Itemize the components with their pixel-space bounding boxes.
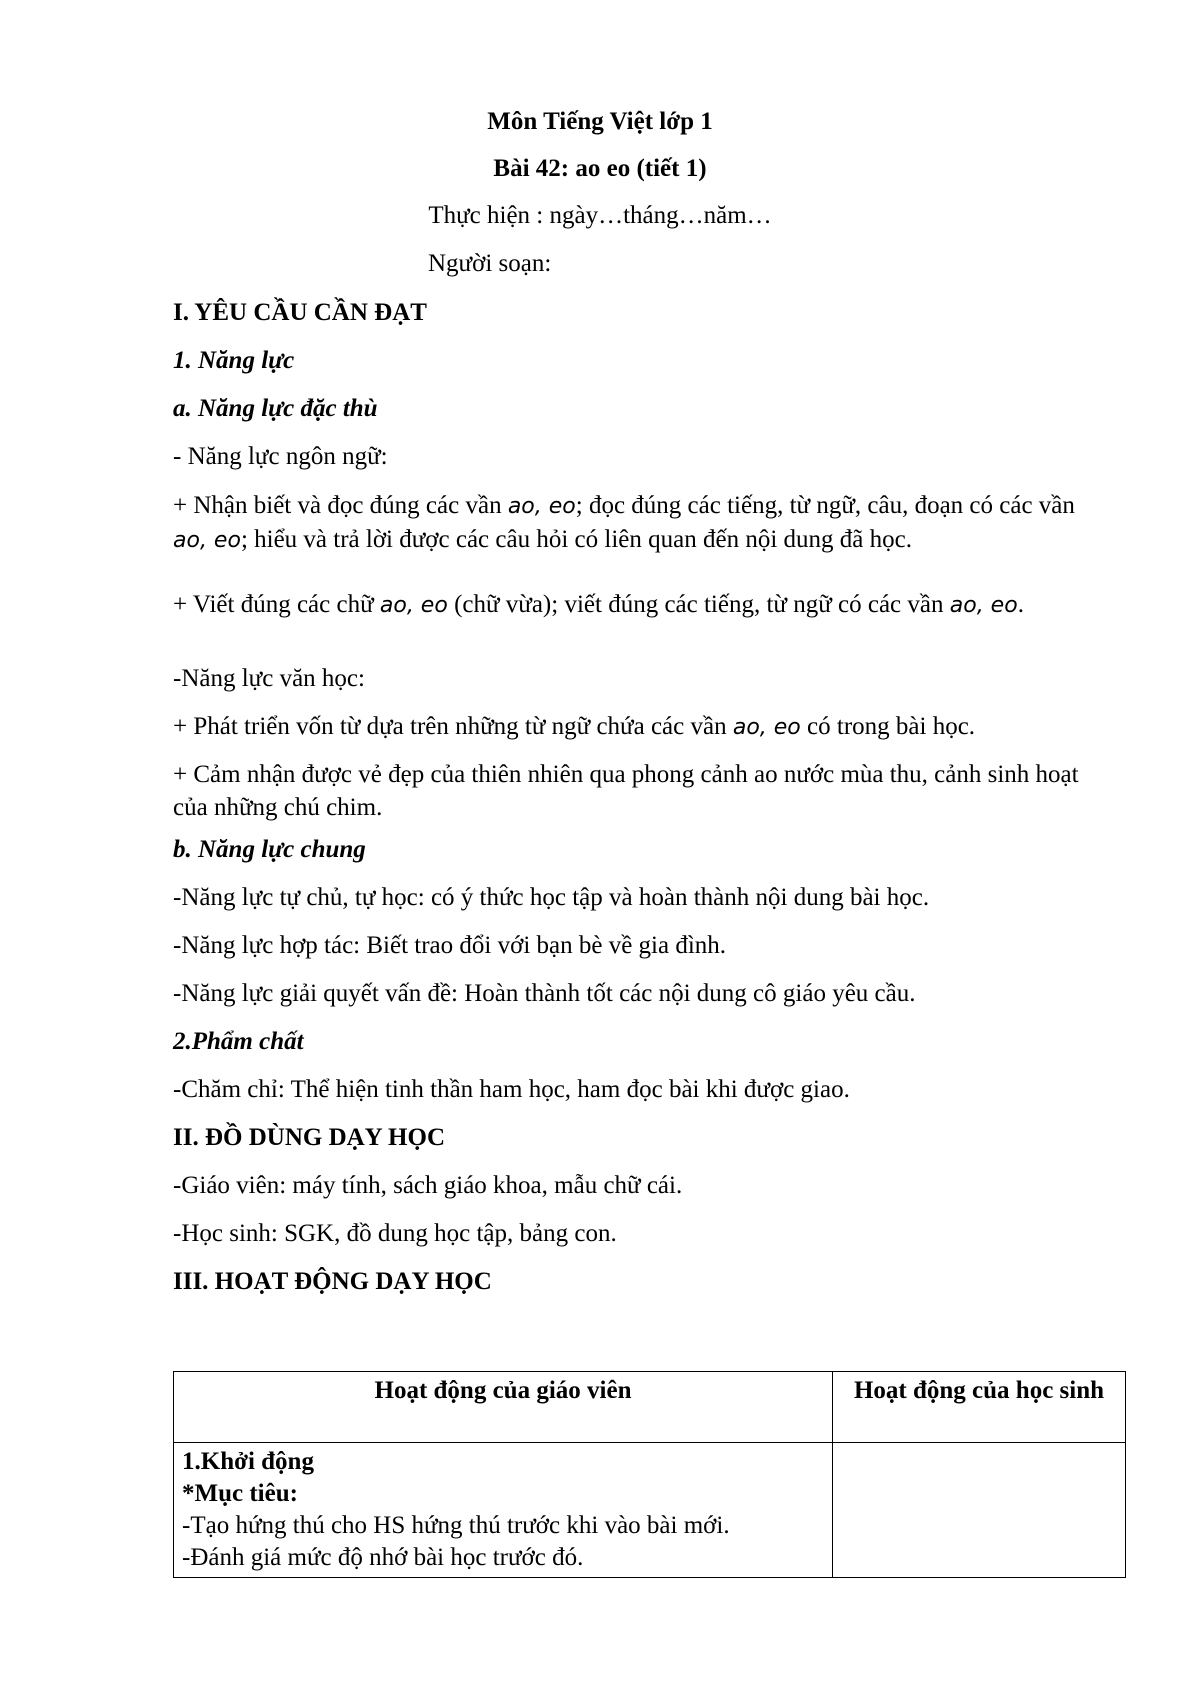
subheading-specific-competence: a. Năng lực đặc thù (173, 395, 378, 422)
section3-heading: III. HOẠT ĐỘNG DẠY HỌC (173, 1268, 492, 1295)
general-competence-2: -Năng lực hợp tác: Biết trao đổi với bạn bè về gia đình. (173, 932, 727, 959)
language-competence-item-1: + Nhận biết và đọc đúng các vần ao, eo; đọc đúng các tiếng, từ ngữ, câu, đoạn có các vần ao, eo; hiểu và trả lời được các câu hỏi có liên quan đến nội dung đã học. (173, 492, 1075, 553)
subheading-qualities: 2.Phẩm chất (173, 1028, 304, 1055)
author-line: Người soạn: (428, 250, 552, 277)
date-line: Thực hiện : ngày…tháng…năm… (428, 202, 772, 229)
general-competence-1: -Năng lực tự chủ, tự học: có ý thức học tập và hoàn thành nội dung bài học. (173, 884, 930, 911)
teacher-materials: -Giáo viên: máy tính, sách giáo khoa, mẫu chữ cái. (173, 1172, 683, 1199)
objective-item-1: -Tạo hứng thú cho HS hứng thú trước khi vào bài mới. (182, 1512, 730, 1539)
subject-title: Môn Tiếng Việt lớp 1 (487, 108, 713, 135)
activity-step-title: 1.Khởi động (182, 1448, 314, 1475)
section2-heading: II. ĐỒ DÙNG DẠY HỌC (173, 1124, 445, 1151)
table-header-row (174, 1372, 1126, 1443)
section1-heading: I. YÊU CẦU CẦN ĐẠT (173, 299, 427, 326)
literary-competence-label: -Năng lực văn học: (173, 665, 365, 692)
literary-competence-item-2: + Cảm nhận được vẻ đẹp của thiên nhiên qua phong cảnh ao nước mùa thu, cảnh sinh hoạt của những chú chim. (173, 761, 1079, 821)
language-competence-item-2: + Viết đúng các chữ ao, eo (chữ vừa); viết đúng các tiếng, từ ngữ có các vần ao, eo. (173, 591, 1024, 618)
student-activity-cell (833, 1443, 1126, 1578)
activities-table (173, 1371, 1126, 1578)
language-competence-label: - Năng lực ngôn ngữ: (173, 443, 388, 470)
general-competence-3: -Năng lực giải quyết vấn đề: Hoàn thành tốt các nội dung cô giáo yêu cầu. (173, 980, 916, 1007)
table-row (174, 1443, 1126, 1578)
subheading-competence: 1. Năng lực (173, 347, 295, 374)
subheading-general-competence: b. Năng lực chung (173, 836, 366, 863)
quality-item-1: -Chăm chỉ: Thể hiện tinh thần ham học, ham đọc bài khi được giao. (173, 1076, 850, 1103)
teacher-activity-cell (174, 1443, 833, 1578)
student-materials: -Học sinh: SGK, đồ dung học tập, bảng con. (173, 1220, 617, 1247)
lesson-title: Bài 42: ao eo (tiết 1) (493, 155, 707, 182)
objective-label: *Mục tiêu: (182, 1480, 298, 1507)
objective-item-2: -Đánh giá mức độ nhớ bài học trước đó. (182, 1544, 584, 1571)
literary-competence-item-1: + Phát triển vốn từ dựa trên những từ ngữ chứa các vần ao, eo có trong bài học. (173, 713, 976, 740)
header-student-activity: Hoạt động của học sinh (833, 1372, 1126, 1443)
header-teacher-activity: Hoạt động của giáo viên (174, 1372, 833, 1443)
